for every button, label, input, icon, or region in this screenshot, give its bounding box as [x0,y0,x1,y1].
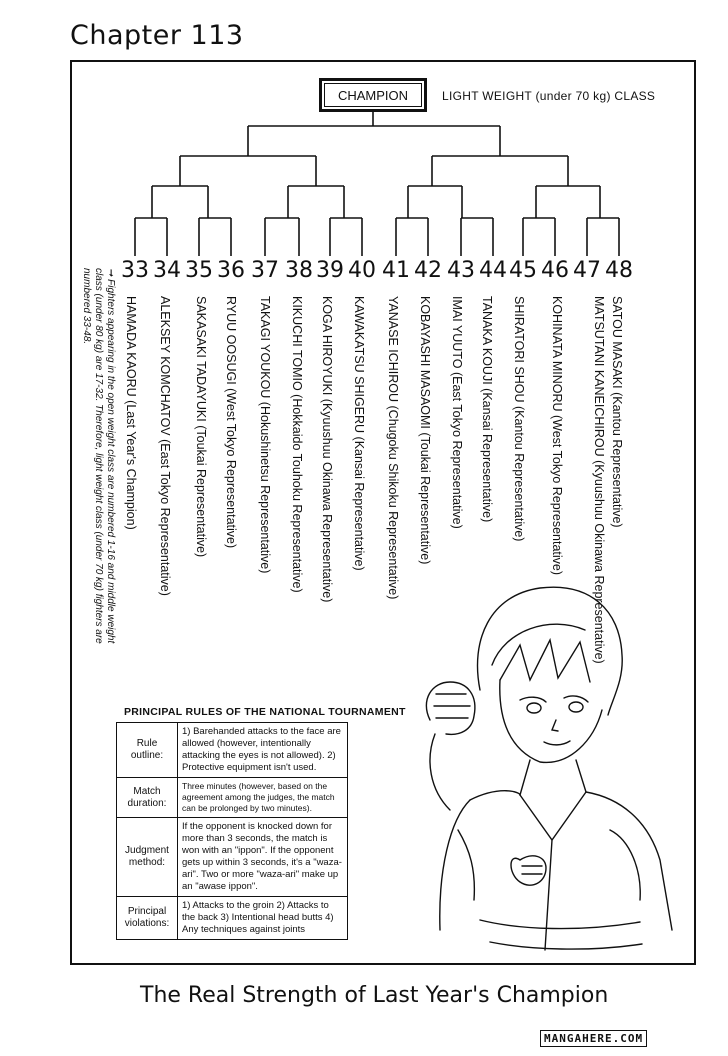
seed-number: 35 [185,258,213,283]
seed-number: 38 [285,258,313,283]
rules-row [117,723,348,778]
rules-value: Three minutes (however, based on the agreement among the judges, the match can be prolonged by two minutes). [178,778,348,818]
rules-table [116,722,348,940]
champion-box [319,78,427,112]
fighter-name: TANAKA KOUJI (Kansai Representative) [480,296,494,523]
numbering-note: ➞ Fighters appearing in the open weight class are numbered 1-16 and middle weight class (under 80 kg) are 17-32. Therefore, light weight class (under 70 kg) fighters are numbered 33-48. [81,268,116,644]
chapter-subtitle: The Real Strength of Last Year's Champion [140,983,609,1008]
rules-row [117,818,348,897]
fighter-name: ALEKSEY KOMCHATOV (East Tokyo Representative) [158,296,172,596]
rules-value: 1) Barehanded attacks to the face are allowed (however, intentionally attacking the eyes is not allowed). 2) Protective equipment isn't used. [178,723,348,778]
seed-number: 40 [348,258,376,283]
fighter-name: YANASE ICHIROU (Chugoku Shikoku Representative) [386,296,400,600]
rules-key: Rule outline: [117,723,178,778]
character-illustration [380,570,680,960]
fighter-name: KIKUCHI TOMIO (Hokkaido Touhoku Representative) [290,296,304,593]
seed-number: 47 [573,258,601,283]
seed-numbers [118,258,638,288]
fighter-name: IMAI YUUTO (East Tokyo Representative) [450,296,464,529]
rules-title: PRINCIPAL RULES OF THE NATIONAL TOURNAMENT [124,706,406,718]
seed-number: 42 [414,258,442,283]
fighter-name: SAKASAKI TADAYUKI (Toukai Representative) [194,296,208,558]
rules-value: 1) Attacks to the groin 2) Attacks to the back 3) Intentional head butts 4) Any techniques against joints [178,897,348,940]
rules-key: Principal violations: [117,897,178,940]
fighter-name: KOHINATA MINORU (West Tokyo Representative) [550,296,564,576]
fighter-name: KOBAYASHI MASAOMI (Toukai Representative) [418,296,432,565]
fighter-name: HAMADA KAORU (Last Year's Champion) [124,296,138,530]
seed-number: 46 [541,258,569,283]
site-watermark: MANGAHERE.COM [540,1030,647,1047]
seed-number: 37 [251,258,279,283]
rules-key: Judgment method: [117,818,178,897]
rules-row [117,897,348,940]
rules-row [117,778,348,818]
weight-class-title: LIGHT WEIGHT (under 70 kg) CLASS [442,89,656,103]
seed-number: 34 [153,258,181,283]
fighter-name: KOGA HIROYUKI (Kyuushuu Okinawa Representative) [320,296,334,603]
seed-number: 44 [479,258,507,283]
fighter-name: TAKAGI YOUKOU (Hokushinetsu Representative) [258,296,272,574]
fighter-name: SATOU MASAKI (Kantou Representative) [610,296,624,528]
champion-label: CHAMPION [337,87,409,103]
rules-key: Match duration: [117,778,178,818]
rules-value: If the opponent is knocked down for more than 3 seconds, the match is won with an "ippon". If the opponent gets up within 3 seconds, it's a "waza-ari". Two or more "waza-ari" make up an "awase ippon". [178,818,348,897]
seed-number: 48 [605,258,633,283]
seed-number: 45 [509,258,537,283]
fighter-name: SHIRATORI SHOU (Kantou Representative) [512,296,526,542]
seed-number: 43 [447,258,475,283]
seed-number: 41 [382,258,410,283]
seed-number: 33 [121,258,149,283]
fighter-name: KAWAKATSU SHIGERU (Kansai Representative) [352,296,366,571]
chapter-title: Chapter 113 [70,20,244,51]
tournament-bracket [0,0,728,300]
seed-number: 36 [217,258,245,283]
fighter-name: RYUU OOSUGI (West Tokyo Representative) [224,296,238,549]
seed-number: 39 [316,258,344,283]
fighter-name: MATSUTANI KANEICHIROU (Kyuushuu Okinawa Representative) [592,296,606,664]
